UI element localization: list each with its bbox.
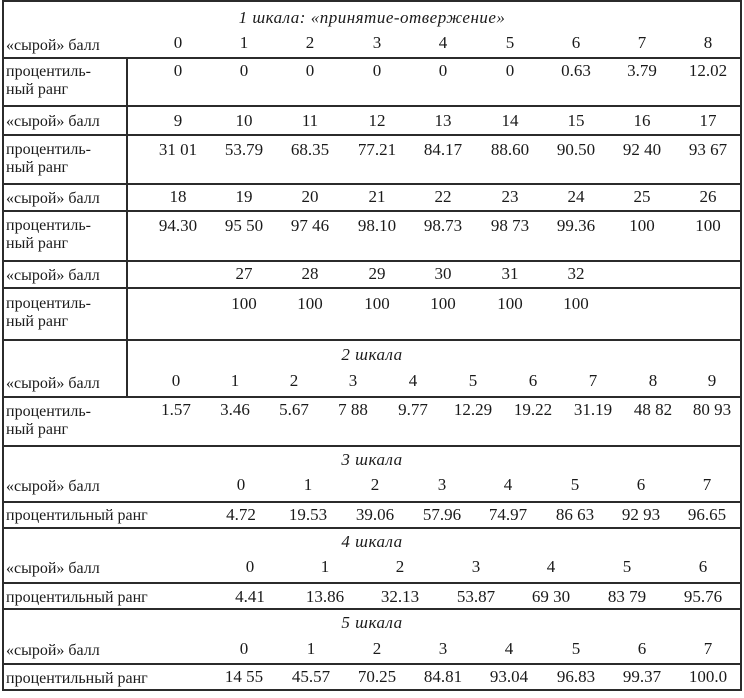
raw-score-label: «сырой» балл <box>6 560 100 577</box>
section-title: 4 шкала <box>341 532 403 551</box>
raw-score-label: «сырой» балл <box>6 375 100 392</box>
raw-score-label: «сырой» балл <box>6 478 100 495</box>
raw-score-label: «сырой» балл <box>6 190 100 207</box>
percentile-rank-label: процентильный ранг <box>6 670 148 687</box>
percentile-rank-label: процентиль- ный ранг <box>6 217 91 252</box>
table-rule <box>2 339 742 341</box>
percentile-table: 1 шкала: «принятие-отвержение» 2 шкала 3 шкала 4 шкала 5 шкала «сырой» балл процентиль- ный ранг «сырой» балл процентиль- ный ранг «сырой» балл процентиль- ный ранг «сырой» балл процентиль- ный ранг «сырой» балл процентиль- ный ранг «сырой» балл процентильный ранг «сырой» балл процентильный ранг «сырой» балл процентильный ранг 0 1 2 3 4 5 6 7 8 0 0 0 0 0 0 0.63 3.79 12.02 9 10 11 12 13 14 15 16 17 31 01 53.79 68.35 77.21 84.17 88.60 90.50 92 40 93 67 18 19 20 21 22 23 24 25 26 94.30 95 50 97 46 98.10 98.73 98 73 99.36 100 100 27 28 29 30 31 32 100 100 100 100 100 100 0 1 2 3 4 5 6 7 8 9 1.57 3.46 5.67 7 88 9.77 12.29 19.22 31.19 48 82 80 93 0 1 2 3 4 5 6 7 4.72 19.53 39.06 57.96 74.97 86 63 92 93 96.65 0 1 2 3 4 5 6 4.41 13.86 32.13 53.87 69 30 83 79 95.76 0 1 2 3 4 5 6 7 14 55 45.57 70.25 84.81 93.04 96.83 99.37 100.0 <box>0 0 744 698</box>
percentile-rank-label: процентиль- ный ранг <box>6 295 91 330</box>
table-rule <box>2 608 742 610</box>
table-rule <box>2 183 742 185</box>
section-title: 5 шкала <box>341 613 403 632</box>
table-rule <box>2 105 742 107</box>
table-rule <box>2 134 742 136</box>
percentile-rank-label: процентиль- ный ранг <box>6 403 91 438</box>
table-rule <box>2 663 742 665</box>
table-border-right <box>740 0 742 690</box>
percentile-rank-label: процентиль- ный ранг <box>6 141 91 176</box>
raw-score-label: «сырой» балл <box>6 37 100 54</box>
raw-score-label: «сырой» балл <box>6 267 100 284</box>
table-rule <box>2 57 742 59</box>
table-rule <box>2 582 742 584</box>
table-border-left <box>2 0 4 690</box>
section-title: 1 шкала: «принятие-отвержение» <box>238 8 506 27</box>
table-rule <box>2 0 742 2</box>
section-title: 3 шкала <box>341 450 403 469</box>
percentile-rank-label: процентильный ранг <box>6 589 148 606</box>
table-rule <box>2 287 742 289</box>
table-rule <box>2 210 742 212</box>
section-title: 2 шкала <box>341 345 403 364</box>
percentile-rank-label: процентиль- ный ранг <box>6 63 91 98</box>
raw-score-label: «сырой» балл <box>6 113 100 130</box>
percentile-rank-label: процентильный ранг <box>6 507 148 524</box>
table-rule <box>2 396 742 398</box>
table-rule <box>2 689 742 691</box>
table-rule <box>2 260 742 262</box>
table-rule <box>2 501 742 503</box>
raw-score-label: «сырой» балл <box>6 642 100 659</box>
table-rule <box>2 445 742 447</box>
table-rule <box>2 527 742 529</box>
